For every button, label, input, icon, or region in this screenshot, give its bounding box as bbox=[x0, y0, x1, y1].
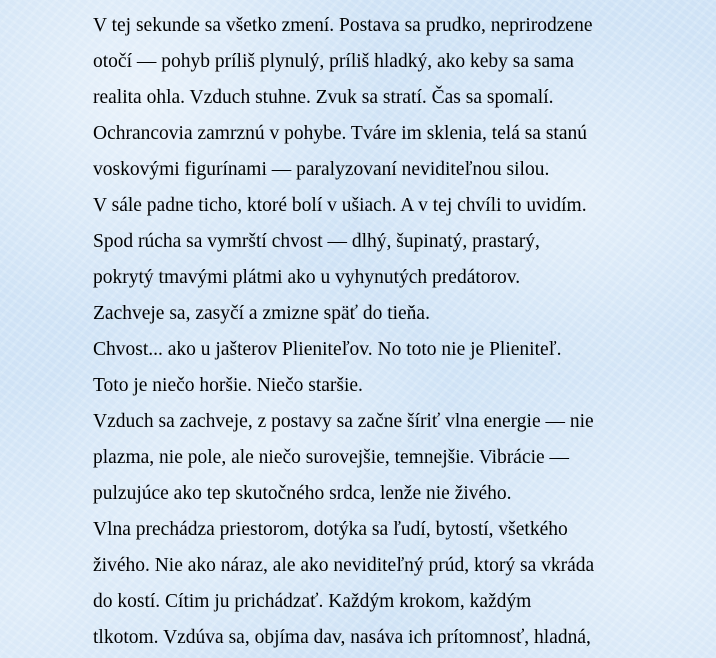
story-text bbox=[93, 8, 653, 656]
text-line-14: pulzujúce ako tep skutočného srdca, lenže nie živého. bbox=[93, 483, 512, 504]
text-line-10: Chvost... ako u jašterov Plieniteľov. No toto nie je Plieniteľ. bbox=[93, 339, 562, 360]
text-line-9: Zachveje sa, zasyčí a zmizne späť do tieňa. bbox=[93, 303, 430, 324]
text-line-6: V sále padne ticho, ktoré bolí v ušiach. A v tej chvíli to uvidím. bbox=[93, 195, 587, 216]
text-line-16: živého. Nie ako náraz, ale ako neviditeľný prúd, ktorý sa vkráda bbox=[93, 555, 595, 576]
text-line-11: Toto je niečo horšie. Niečo staršie. bbox=[93, 375, 363, 396]
text-line-13: plazma, nie pole, ale niečo surovejšie, temnejšie. Vibrácie — bbox=[93, 447, 570, 468]
text-line-12: Vzduch sa zachveje, z postavy sa začne šíriť vlna energie — nie bbox=[93, 411, 594, 432]
text-line-17: do kostí. Cítim ju prichádzať. Každým krokom, každým bbox=[93, 591, 532, 612]
text-line-4: Ochrancovia zamrznú v pohybe. Tváre im sklenia, telá sa stanú bbox=[93, 123, 588, 144]
text-line-1: V tej sekunde sa všetko zmení. Postava sa prudko, neprirodzene bbox=[93, 15, 593, 36]
text-line-5: voskovými figurínami — paralyzovaní neviditeľnou silou. bbox=[93, 159, 550, 180]
text-line-7: Spod rúcha sa vymrští chvost — dlhý, šupinatý, prastarý, bbox=[93, 231, 540, 252]
text-line-2: otočí — pohyb príliš plynulý, príliš hladký, ako keby sa sama bbox=[93, 51, 574, 72]
text-line-15: Vlna prechádza priestorom, dotýka sa ľudí, bytostí, všetkého bbox=[93, 519, 568, 540]
text-line-3: realita ohla. Vzduch stuhne. Zvuk sa stratí. Čas sa spomalí. bbox=[93, 87, 554, 108]
text-line-8: pokrytý tmavými plátmi ako u vyhynutých predátorov. bbox=[93, 267, 521, 288]
text-line-18: tlkotom. Vzdúva sa, objíma dav, nasáva ich prítomnosť, hladná, bbox=[93, 627, 591, 648]
